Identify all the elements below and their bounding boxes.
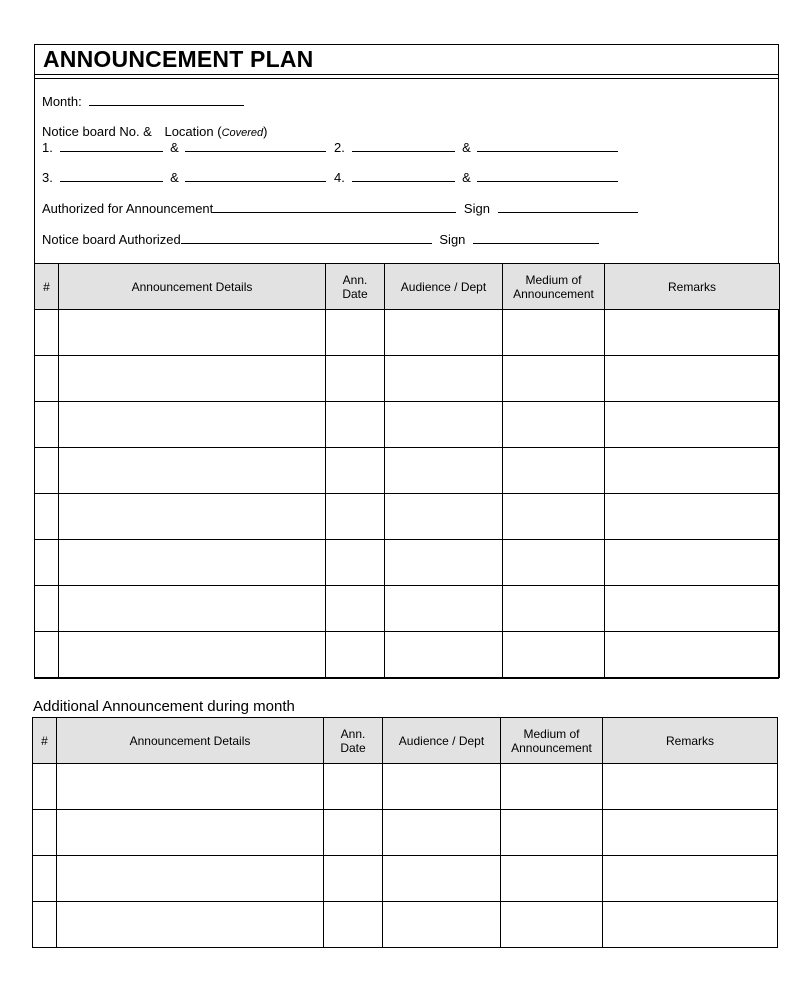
board-no-field-1[interactable] — [60, 141, 163, 152]
cell-audience[interactable] — [385, 540, 503, 586]
cell-date[interactable] — [326, 402, 385, 448]
cell-medium[interactable] — [501, 764, 603, 810]
cell-number[interactable] — [35, 632, 59, 678]
table-row — [35, 448, 780, 494]
month-row — [42, 94, 244, 109]
cell-medium[interactable] — [503, 494, 605, 540]
table-row — [33, 810, 778, 856]
cell-audience[interactable] — [383, 764, 501, 810]
cell-date[interactable] — [326, 586, 385, 632]
cell-remarks[interactable] — [603, 810, 778, 856]
cell-number[interactable] — [35, 540, 59, 586]
ampersand-1: & — [170, 140, 179, 155]
cell-date[interactable] — [326, 310, 385, 356]
table-row — [33, 902, 778, 948]
cell-details[interactable] — [59, 586, 326, 632]
notice-authorized-sign-label: Sign — [439, 232, 466, 247]
location-close: ) — [263, 124, 268, 139]
notice-board-label: Notice board No. & — [42, 124, 152, 139]
location-field-2[interactable] — [477, 141, 618, 152]
cell-audience[interactable] — [385, 448, 503, 494]
entry-number-3: 3. — [42, 170, 53, 185]
month-label: Month: — [42, 94, 82, 109]
cell-medium[interactable] — [501, 856, 603, 902]
table-row — [35, 586, 780, 632]
cell-remarks[interactable] — [603, 856, 778, 902]
notice-board-header — [42, 124, 267, 141]
cell-remarks[interactable] — [605, 540, 780, 586]
ampersand-4: & — [462, 170, 471, 185]
table-row — [35, 356, 780, 402]
cell-number[interactable] — [35, 448, 59, 494]
cell-date[interactable] — [324, 856, 383, 902]
cell-number[interactable] — [33, 764, 57, 810]
authorized-row — [42, 201, 638, 216]
cell-medium[interactable] — [501, 810, 603, 856]
cell-date[interactable] — [324, 764, 383, 810]
cell-audience[interactable] — [385, 586, 503, 632]
cell-audience[interactable] — [385, 402, 503, 448]
authorized-sign-field[interactable] — [498, 202, 638, 213]
col-header-audience: Audience / Dept — [383, 718, 501, 764]
notice-authorized-label: Notice board Authorized — [42, 232, 181, 247]
cell-date[interactable] — [324, 902, 383, 948]
cell-date[interactable] — [326, 356, 385, 402]
cell-medium[interactable] — [501, 902, 603, 948]
table-row — [35, 632, 780, 678]
cell-details[interactable] — [59, 356, 326, 402]
col-header-remarks: Remarks — [605, 264, 780, 310]
cell-medium[interactable] — [503, 356, 605, 402]
cell-number[interactable] — [33, 810, 57, 856]
cell-details[interactable] — [59, 632, 326, 678]
cell-remarks[interactable] — [605, 310, 780, 356]
cell-number[interactable] — [35, 494, 59, 540]
cell-details[interactable] — [57, 902, 324, 948]
cell-remarks[interactable] — [605, 632, 780, 678]
cell-audience[interactable] — [385, 494, 503, 540]
cell-remarks[interactable] — [605, 586, 780, 632]
location-field-4[interactable] — [477, 171, 618, 182]
notice-entry-row-1 — [42, 140, 618, 155]
entry-number-1: 1. — [42, 140, 53, 155]
table-header-row — [35, 264, 780, 310]
cell-medium[interactable] — [503, 540, 605, 586]
table-row — [35, 494, 780, 540]
cell-medium[interactable] — [503, 402, 605, 448]
cell-details[interactable] — [57, 764, 324, 810]
ampersand-3: & — [170, 170, 179, 185]
col-header-date: Ann. Date — [324, 718, 383, 764]
cell-details[interactable] — [59, 494, 326, 540]
col-header-remarks: Remarks — [603, 718, 778, 764]
cell-date[interactable] — [326, 632, 385, 678]
board-no-field-2[interactable] — [352, 141, 455, 152]
cell-number[interactable] — [33, 856, 57, 902]
location-qualifier: Covered — [221, 127, 264, 139]
cell-audience[interactable] — [383, 902, 501, 948]
cell-details[interactable] — [59, 448, 326, 494]
board-no-field-3[interactable] — [60, 171, 163, 182]
col-header-audience: Audience / Dept — [385, 264, 503, 310]
board-no-field-4[interactable] — [352, 171, 455, 182]
authorized-label: Authorized for Announcement — [42, 201, 214, 216]
cell-audience[interactable] — [385, 356, 503, 402]
cell-remarks[interactable] — [605, 448, 780, 494]
notice-authorized-sign-field[interactable] — [473, 233, 599, 244]
cell-date[interactable] — [326, 540, 385, 586]
table-row — [35, 402, 780, 448]
col-header-medium: Medium of Announcement — [503, 264, 605, 310]
cell-details[interactable] — [59, 402, 326, 448]
notice-authorized-row — [42, 232, 599, 247]
col-header-medium: Medium of Announcement — [501, 718, 603, 764]
cell-details[interactable] — [59, 540, 326, 586]
notice-authorized-field[interactable] — [181, 233, 432, 244]
notice-entry-row-2 — [42, 170, 618, 185]
col-header-number: # — [35, 264, 59, 310]
table-row — [35, 310, 780, 356]
cell-medium[interactable] — [503, 586, 605, 632]
cell-date[interactable] — [326, 448, 385, 494]
cell-medium[interactable] — [503, 310, 605, 356]
cell-remarks[interactable] — [605, 356, 780, 402]
cell-audience[interactable] — [385, 310, 503, 356]
cell-remarks[interactable] — [603, 902, 778, 948]
table-row — [33, 764, 778, 810]
cell-number[interactable] — [35, 356, 59, 402]
cell-number[interactable] — [35, 402, 59, 448]
cell-remarks[interactable] — [605, 494, 780, 540]
location-field-1[interactable] — [185, 141, 326, 152]
title-divider — [35, 78, 778, 79]
additional-announcement-table — [32, 717, 778, 948]
col-header-number: # — [33, 718, 57, 764]
ampersand-2: & — [462, 140, 471, 155]
additional-section-heading: Additional Announcement during month — [33, 698, 295, 715]
table-header-row — [33, 718, 778, 764]
cell-audience[interactable] — [385, 632, 503, 678]
table-row — [33, 856, 778, 902]
entry-number-2: 2. — [334, 140, 345, 155]
col-header-date: Ann. Date — [326, 264, 385, 310]
authorized-sign-label: Sign — [463, 201, 490, 216]
cell-audience[interactable] — [383, 810, 501, 856]
cell-medium[interactable] — [503, 448, 605, 494]
cell-date[interactable] — [324, 810, 383, 856]
cell-number[interactable] — [35, 586, 59, 632]
cell-remarks[interactable] — [605, 402, 780, 448]
authorized-field[interactable] — [213, 202, 456, 213]
cell-number[interactable] — [33, 902, 57, 948]
location-label: Location ( — [164, 124, 222, 139]
cell-details[interactable] — [57, 810, 324, 856]
cell-medium[interactable] — [503, 632, 605, 678]
cell-number[interactable] — [35, 310, 59, 356]
entry-number-4: 4. — [334, 170, 345, 185]
cell-date[interactable] — [326, 494, 385, 540]
location-field-3[interactable] — [185, 171, 326, 182]
form-title: ANNOUNCEMENT PLAN — [43, 46, 314, 72]
month-field[interactable] — [89, 95, 244, 106]
announcement-table — [34, 263, 780, 678]
cell-details[interactable] — [59, 310, 326, 356]
table-row — [35, 540, 780, 586]
col-header-details: Announcement Details — [57, 718, 324, 764]
cell-details[interactable] — [57, 856, 324, 902]
title-bar — [35, 45, 778, 75]
cell-audience[interactable] — [383, 856, 501, 902]
col-header-details: Announcement Details — [59, 264, 326, 310]
cell-remarks[interactable] — [603, 764, 778, 810]
